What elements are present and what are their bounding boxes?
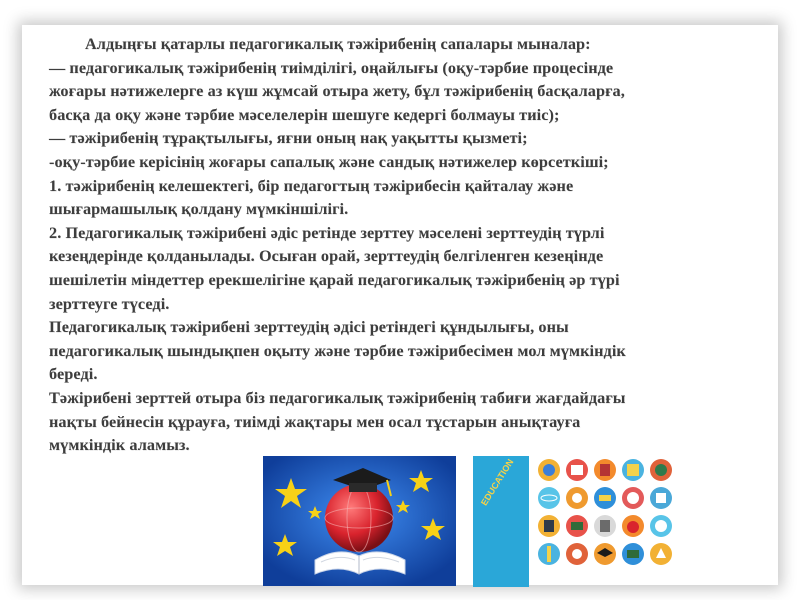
education-book-cover (473, 456, 529, 587)
globe-book-illustration (263, 456, 456, 586)
lamp-icon (650, 543, 672, 565)
text-line: Алдыңғы қатарлы педагогикалық тәжірибенің сапалары мыналар: (85, 35, 591, 53)
text-line: 1. тәжірибенің келешектегі, бір педагогтың тәжірибесін қайталау және (49, 176, 574, 195)
graduation-cap-icon (594, 543, 616, 565)
text-line: басқа да оқу және тәрбие мәселелерін шешуге кедергі болмауы тиіс); (49, 105, 560, 124)
palette-icon (622, 459, 644, 481)
text-line: нақты бейнесін құрауға, тиімді жақтары мен осал тұстарын анықтауға (49, 412, 581, 431)
text-line: шешілетін міндеттер ерекшелігіне қарай педагогикалық тәжірибенің әр түрі (49, 270, 620, 289)
dice-icon (650, 487, 672, 509)
text-line: — педагогикалық тәжірибенің тиімділігі, оңайлығы (оқу-тәрбие процесінде (49, 58, 614, 77)
scissors-icon (566, 543, 588, 565)
book-title: EDUCATION (479, 457, 516, 508)
pencil-icon (622, 487, 644, 509)
icon-grid (535, 458, 677, 585)
pencil-icon (538, 543, 560, 565)
ruler-icon (594, 487, 616, 509)
atom-icon (538, 487, 560, 509)
calculator-icon (538, 515, 560, 537)
text-line: педагогикалық шындықпен оқыту және тәрбие тәжірибесімен мол мүмкіндік (49, 341, 626, 360)
education-icons-illustration (473, 456, 679, 587)
lab-flask-icon (594, 459, 616, 481)
clock-icon (650, 515, 672, 537)
microscope-icon (566, 487, 588, 509)
chalkboard-icon (622, 543, 644, 565)
text-line: Педагогикалық тәжірибені зерттеудің әдісі ретіндегі құндылығы, оны (49, 318, 569, 337)
text-line: шығармашылық қолдану мүмкіншілігі. (49, 200, 349, 219)
text-line: Тәжірибені зерттей отыра біз педагогикалық тәжірибенің табиғи жағдайдағы (49, 388, 626, 407)
text-line: береді. (49, 365, 98, 384)
text-line: мүмкіндік аламыз. (49, 436, 190, 455)
text-line: 2. Педагогикалық тәжірибені әдіс ретінде зерттеу мәселені зерттеудің түрлі (49, 223, 605, 242)
text-line: жоғары нәтижелерге аз күш жұмсай отыра жету, бұл тәжірибенің басқаларға, (49, 82, 625, 101)
text-line: -оқу-тәрбие керісінің жоғары сапалық және сандық нәтижелер көрсеткіші; (49, 152, 609, 171)
globe-icon (538, 459, 560, 481)
book-icon (566, 459, 588, 481)
calculator-icon (650, 459, 672, 481)
slide-text (49, 33, 764, 458)
text-line: — тәжірибенің тұрақтылығы, яғни оның нақ уақытты қызметі; (49, 129, 528, 148)
chalkboard-icon (566, 515, 588, 537)
text-line: зерттеуге түседі. (49, 294, 170, 313)
apple-icon (622, 515, 644, 537)
calculator-icon (594, 515, 616, 537)
globe-icon (325, 484, 393, 552)
text-line: кезеңдерінде қолданылады. Осыған орай, зерттеудің белгіленген кезеңінде (49, 247, 604, 266)
